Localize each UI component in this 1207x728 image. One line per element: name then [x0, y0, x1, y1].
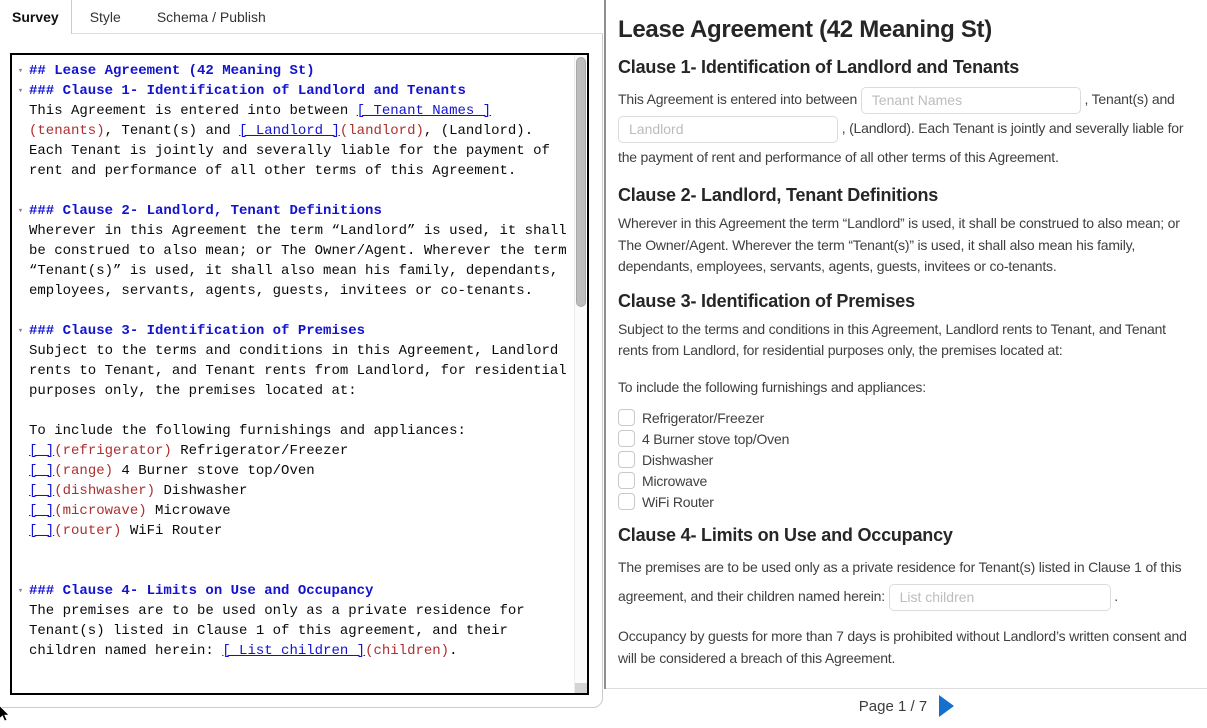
gutter-space: [12, 401, 29, 421]
gutter-space: [12, 621, 29, 641]
editor-line-text: Subject to the terms and conditions in this Agreement, Landlord: [29, 343, 559, 359]
editor-line-text: rents to Tenant, and Tenant rents from Landlord, for residential: [29, 363, 567, 379]
editor-line: [12, 61, 574, 81]
checkbox-label: Refrigerator/Freezer: [642, 409, 765, 426]
fold-arrow-icon[interactable]: ▾: [17, 66, 24, 76]
checkbox-row: [618, 407, 1195, 428]
clause-heading: Clause 2- Landlord, Tenant Definitions: [618, 185, 939, 205]
dishwasher-checkbox[interactable]: [618, 451, 635, 468]
editor-line-text: (tenants), Tenant(s) and [_Landlord_](landlord), (Landlord).: [29, 123, 534, 139]
tenant-names-input[interactable]: [861, 87, 1081, 114]
editor-line: [12, 141, 574, 161]
gutter-space: [12, 421, 29, 441]
editor-line-text: [_](dishwasher) Dishwasher: [29, 483, 248, 499]
fold-arrow-icon[interactable]: ▾: [17, 206, 24, 216]
fold-arrow-icon[interactable]: ▾: [17, 86, 24, 96]
preview-paragraph: [618, 85, 1195, 172]
checkbox-list: [618, 407, 1195, 512]
list-children-input[interactable]: [889, 584, 1111, 611]
editor-line: [12, 181, 574, 201]
editor-line: [12, 421, 574, 441]
preview-text: The premises are to be used only as a private residence for Tenant(s) listed in Clause 1 of this agreement, and their children named herein:: [618, 559, 1182, 604]
editor-line: [12, 361, 574, 381]
preview-text: This Agreement is entered into between: [618, 91, 861, 107]
checkbox-row: [618, 470, 1195, 491]
editor-line: [12, 161, 574, 181]
clause-heading: Clause 4- Limits on Use and Occupancy: [618, 525, 953, 545]
editor-line-text: [_](refrigerator) Refrigerator/Freezer: [29, 443, 349, 459]
4-burner-stove-top-oven-checkbox[interactable]: [618, 430, 635, 447]
editor-line: [12, 561, 574, 581]
next-page-arrow-icon[interactable]: [939, 695, 954, 717]
editor-line: [12, 381, 574, 401]
pager: [606, 688, 1207, 723]
editor-line-text: [_](router) WiFi Router: [29, 523, 223, 539]
editor-line-text: children named herein: [_List children_](children).: [29, 643, 458, 659]
editor-line-text: This Agreement is entered into between [_Tenant Names_]: [29, 103, 492, 119]
preview-paragraph: [618, 553, 1195, 611]
gutter-space: [12, 301, 29, 321]
preview-paragraph: Occupancy by guests for more than 7 days is prohibited without Landlord’s written consent and will be considered a breach of this Agreement.: [618, 628, 1187, 666]
editor-line-text: Wherever in this Agreement the term “Landlord” is used, it shall: [29, 223, 567, 239]
gutter-space: [12, 181, 29, 201]
clause-heading: Clause 3- Identification of Premises: [618, 290, 915, 311]
editor-line-text: [_](microwave) Microwave: [29, 503, 231, 519]
gutter-space: [12, 561, 29, 581]
editor-line: [12, 461, 574, 481]
checkbox-label: Microwave: [642, 472, 708, 489]
page-indicator: Page 1 / 7: [858, 697, 928, 715]
editor-line: [12, 401, 574, 421]
tab-style[interactable]: Style: [89, 8, 121, 25]
gutter-space: [12, 501, 29, 521]
preview-text: , (Landlord). Each Tenant is jointly and severally liable for the payment of rent and performance of all other terms of this Agreement.: [618, 120, 1184, 165]
gutter-space: [12, 241, 29, 261]
checkbox-row: [618, 449, 1195, 470]
form-title: Lease Agreement (42 Meaning St): [618, 16, 992, 43]
gutter-space: [12, 461, 29, 481]
editor-line: [12, 521, 574, 541]
gutter-space: [12, 121, 29, 141]
editor-line: [12, 121, 574, 141]
editor-line-text: [_](range) 4 Burner stove top/Oven: [29, 463, 315, 479]
fold-arrow-icon[interactable]: ▾: [17, 586, 24, 596]
editor-line-text: purposes only, the premises located at:: [29, 383, 357, 399]
preview-paragraph: Wherever in this Agreement the term “Landlord” is used, it shall be construed to also mean; or The Owner/Agent. Wherever the term “Tenant(s)” is used, it shall also mean his family, dependants, employees, servants, agents, guests, invitees or co-tenants.: [618, 215, 1180, 274]
editor-line-text: ## Lease Agreement (42 Meaning St): [29, 63, 315, 79]
editor-scrollbar[interactable]: [574, 55, 587, 693]
gutter-space: [12, 221, 29, 241]
preview-text: .: [1110, 588, 1118, 604]
gutter-space: [12, 341, 29, 361]
editor-line-text: Tenant(s) listed in Clause 1 of this agreement, and their: [29, 623, 508, 639]
refrigerator-freezer-checkbox[interactable]: [618, 409, 635, 426]
editor-line: [12, 201, 574, 221]
gutter-space: [12, 441, 29, 461]
checkbox-label: Dishwasher: [642, 451, 714, 468]
checkbox-label: 4 Burner stove top/Oven: [642, 430, 790, 447]
editor-line-text: ### Clause 4- Limits on Use and Occupancy: [29, 583, 374, 599]
editor-line: [12, 221, 574, 241]
editor-scrollbar-thumb[interactable]: [576, 57, 586, 307]
editor-scrollbar-corner: [575, 683, 587, 693]
gutter-space: [12, 261, 29, 281]
gutter-space: [12, 161, 29, 181]
editor-line: [12, 241, 574, 261]
microwave-checkbox[interactable]: [618, 472, 635, 489]
tab-bar: [0, 0, 603, 34]
gutter-space: [12, 361, 29, 381]
editor-line-text: ### Clause 3- Identification of Premises: [29, 323, 366, 339]
editor-line: [12, 101, 574, 121]
gutter-space: [12, 521, 29, 541]
editor-line: [12, 581, 574, 601]
editor-line-text: ### Clause 1- Identification of Landlord and Tenants: [29, 83, 466, 99]
landlord-input[interactable]: [618, 116, 838, 143]
editor-line-text: employees, servants, agents, guests, invitees or co-tenants.: [29, 283, 534, 299]
preview-paragraph: Subject to the terms and conditions in this Agreement, Landlord rents to Tenant, and Tenant rents from Landlord, for residential purposes only, the premises located at:: [618, 320, 1166, 358]
gutter-space: [12, 601, 29, 621]
gutter-space: [12, 281, 29, 301]
editor-line: [12, 481, 574, 501]
editor-line: [12, 501, 574, 521]
gutter-space: [12, 101, 29, 121]
tab-schema-publish[interactable]: Schema / Publish: [156, 8, 266, 25]
gutter-space: [12, 141, 29, 161]
clause-heading: Clause 1- Identification of Landlord and Tenants: [618, 57, 1020, 77]
editor-line: [12, 261, 574, 281]
checkbox-row: [618, 428, 1195, 449]
checkbox-row: [618, 491, 1195, 512]
gutter-space: [12, 641, 29, 661]
editor-line: [12, 281, 574, 301]
tab-survey[interactable]: Survey: [0, 0, 72, 34]
editor-line: [12, 601, 574, 621]
checkbox-label: WiFi Router: [642, 493, 714, 510]
editor-line-text: The premises are to be used only as a private residence for: [29, 603, 525, 619]
markdown-editor[interactable]: [10, 53, 589, 695]
mouse-cursor-icon: [0, 705, 12, 728]
gutter-space: [12, 381, 29, 401]
editor-line: [12, 441, 574, 461]
fold-arrow-icon[interactable]: ▾: [17, 326, 24, 336]
editor-line-text: “Tenant(s)” is used, it shall also mean his family, dependants,: [29, 263, 559, 279]
preview-sections: [618, 57, 1195, 669]
preview-panel: [606, 0, 1207, 689]
editor-line: [12, 341, 574, 361]
wifi-router-checkbox[interactable]: [618, 493, 635, 510]
gutter-space: [12, 481, 29, 501]
editor-line: [12, 621, 574, 641]
editor-line: [12, 541, 574, 561]
preview-text: , Tenant(s) and: [1080, 91, 1175, 107]
editor-line: [12, 641, 574, 661]
editor-lines: [12, 61, 574, 661]
editor-line-text: To include the following furnishings and appliances:: [29, 423, 466, 439]
gutter-space: [12, 541, 29, 561]
editor-line: [12, 301, 574, 321]
editor-line-text: ### Clause 2- Landlord, Tenant Definitions: [29, 203, 382, 219]
preview-paragraph: To include the following furnishings and appliances:: [618, 378, 926, 395]
editor-line-text: rent and performance of all other terms of this Agreement.: [29, 163, 517, 179]
editor-line: [12, 81, 574, 101]
editor-line-text: Each Tenant is jointly and severally liable for the payment of: [29, 143, 550, 159]
editor-line: [12, 321, 574, 341]
editor-line-text: be construed to also mean; or The Owner/Agent. Wherever the term: [29, 243, 567, 259]
